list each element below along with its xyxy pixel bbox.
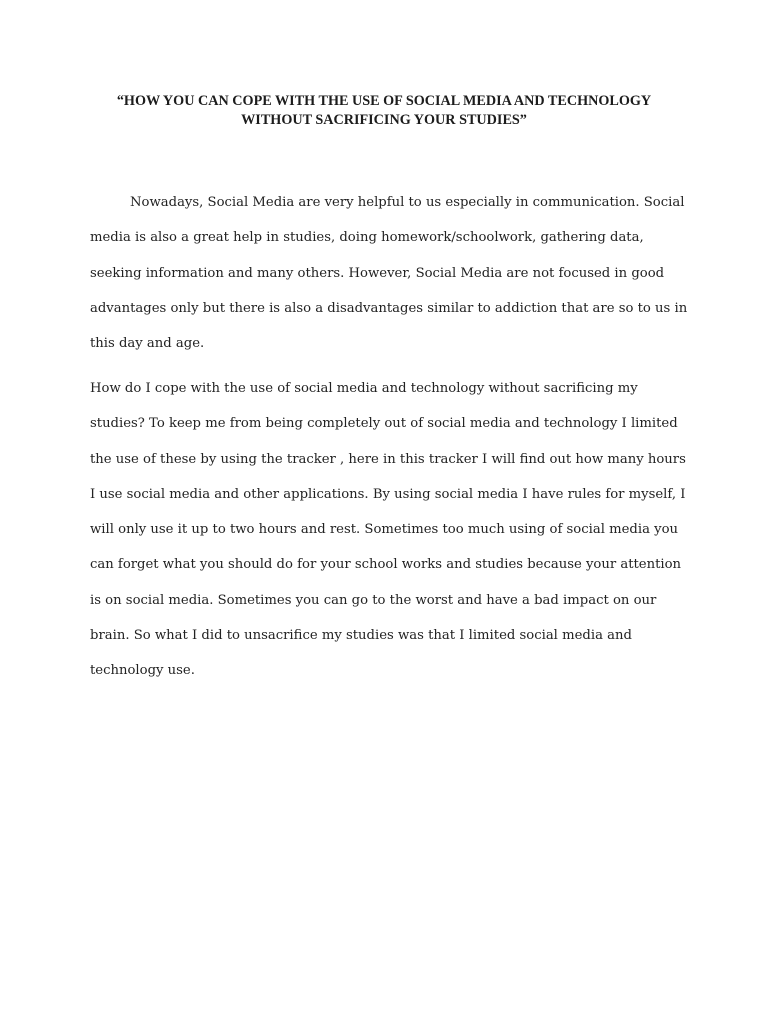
paragraph-line: Nowadays, Social Media are very helpful to us especially in communication. Social [130, 195, 685, 210]
paragraph-line: this day and age. [90, 336, 205, 352]
paragraph-line: brain. So what I did to unsacrifice my studies was that I limited social media and [90, 628, 632, 644]
title-line-1: “HOW YOU CAN COPE WITH THE USE OF SOCIAL MEDIA AND TECHNOLOGY [116, 93, 652, 109]
paragraph-line: advantages only but there is also a disadvantages similar to addiction that are so to us in [90, 300, 688, 316]
paragraph-line: will only use it up to two hours and rest. Sometimes too much using of social media you [90, 522, 679, 538]
paragraph-line: I use social media and other applications. By using social media I have rules for myself, I [90, 486, 686, 502]
paragraph-line: technology use. [90, 663, 195, 679]
paragraph-line: the use of these by using the tracker , here in this tracker I will find out how many hours [90, 451, 686, 467]
title-line-2: WITHOUT SACRIFICING YOUR STUDIES” [241, 112, 527, 128]
paragraph-line: can forget what you should do for your school works and studies because your attention [90, 557, 682, 573]
paragraph-line: How do I cope with the use of social media and technology without sacrificing my [90, 381, 638, 396]
paragraph-line: media is also a great help in studies, doing homework/schoolwork, gathering data, [90, 230, 644, 246]
paragraph-line: studies? To keep me from being completely out of social media and technology I limited [90, 416, 678, 432]
document-title [60, 92, 708, 130]
paragraph-line: seeking information and many others. However, Social Media are not focused in good [90, 265, 665, 281]
paragraph-line: is on social media. Sometimes you can go to the worst and have a bad impact on our [90, 592, 657, 608]
paragraph-2 [90, 371, 690, 689]
paragraph-1 [90, 185, 690, 361]
